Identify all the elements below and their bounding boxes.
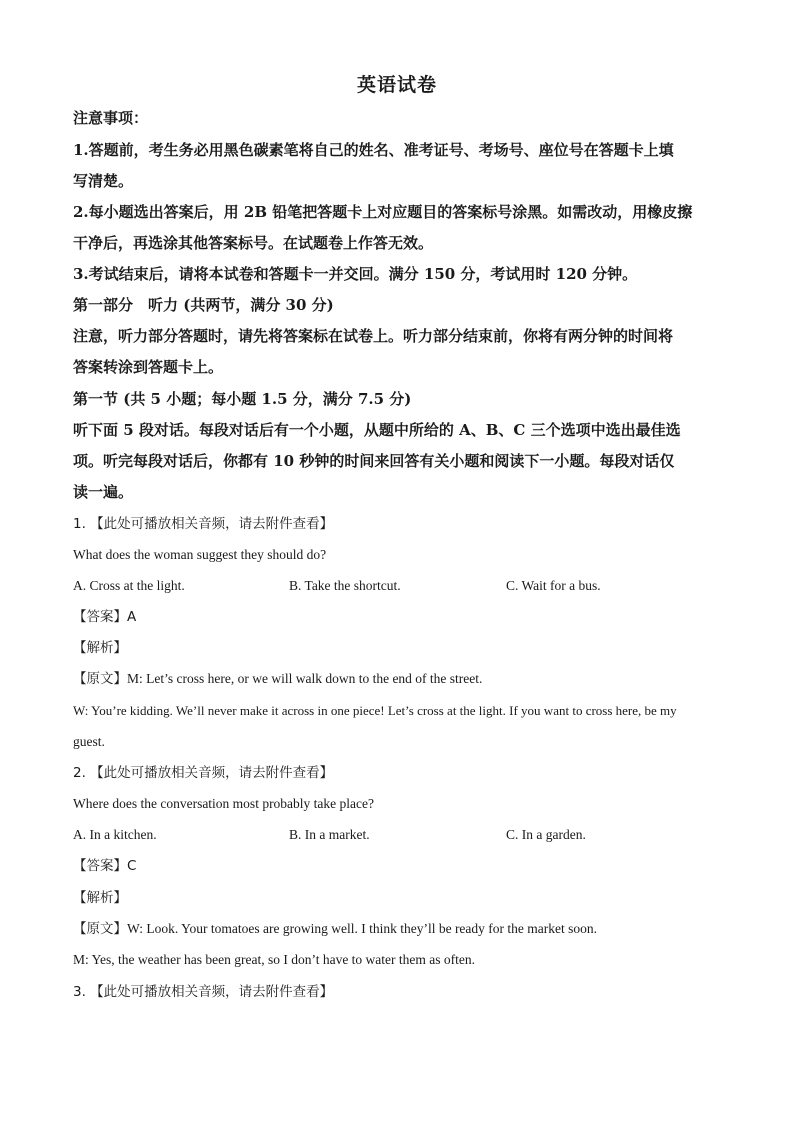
notice-item-1-line-1: 1.答题前，考生务必用黑色碳素笔将自己的姓名、准考证号、考场号、座位号在答题卡上填 [73,141,674,159]
question-1-option-b: B. Take the shortcut. [289,578,401,593]
question-2-transcript-line-2: M: Yes, the weather has been great, so I don’t have to water them as often. [73,952,476,967]
section1-instructions-line-3: 读一遍。 [73,483,134,501]
notice-heading: 注意事项： [73,109,149,127]
question-2-option-c: C. In a garden. [506,827,586,842]
question-2-stem: Where does the conversation most probably take place? [73,796,375,811]
question-2-option-a: A. In a kitchen. [73,827,157,842]
section1-instructions-line-2: 项。听完每段对话后，你都有 10 秒钟的时间来回答有关小题和阅读下一小题。每段对话仅 [73,452,675,470]
part1-note-line-2: 答案转涂到答题卡上。 [73,358,224,376]
question-1-stem: What does the woman suggest they should do? [73,547,327,562]
question-1-answer: 【答案】A [73,609,137,625]
question-2-option-b: B. In a market. [289,827,370,842]
notice-item-1-line-2: 写清楚。 [73,172,134,190]
question-3-audio-link[interactable]: 3. 【此处可播放相关音频，请去附件查看】 [73,984,334,1000]
notice-item-2-line-2: 干净后，再选涂其他答案标号。在试题卷上作答无效。 [73,234,434,252]
page-title: 英语试卷 [356,74,437,96]
question-2-analysis: 【解析】 [73,890,127,906]
section1-instructions-line-1: 听下面 5 段对话。每段对话后有一个小题，从题中所给的 A、B、C 三个选项中选出最佳选 [73,421,681,439]
question-1-transcript-line-2: W: You’re kidding. We’ll never make it across in one piece! Let’s cross at the light. If you want to cross here, be my [73,703,677,718]
section1-heading: 第一节 (共 5 小题；每小题 1.5 分，满分 7.5 分) [73,390,412,408]
question-2-answer: 【答案】C [73,858,137,874]
question-1-audio-link[interactable]: 1. 【此处可播放相关音频，请去附件查看】 [73,516,334,532]
notice-item-2-line-1: 2.每小题选出答案后，用 2B 铅笔把答题卡上对应题目的答案标号涂黑。如需改动，用橡皮擦 [73,203,693,221]
notice-item-3: 3.考试结束后，请将本试卷和答题卡一并交回。满分 150 分，考试用时 120 分钟。 [73,265,638,283]
question-2-audio-link[interactable]: 2. 【此处可播放相关音频，请去附件查看】 [73,765,334,781]
question-1-transcript-line-1: 【原文】M: Let’s cross here, or we will walk down to the end of the street. [73,671,483,686]
part1-heading: 第一部分 听力 (共两节，满分 30 分) [73,296,334,314]
question-1-analysis: 【解析】 [73,640,127,656]
question-1-option-c: C. Wait for a bus. [506,578,601,593]
question-1-option-a: A. Cross at the light. [73,578,185,593]
question-2-transcript-line-1: 【原文】W: Look. Your tomatoes are growing well. I think they’ll be ready for the market soon. [73,921,598,936]
part1-note-line-1: 注意，听力部分答题时，请先将答案标在试卷上。听力部分结束前，你将有两分钟的时间将 [73,327,674,345]
question-1-transcript-line-3: guest. [73,734,105,749]
